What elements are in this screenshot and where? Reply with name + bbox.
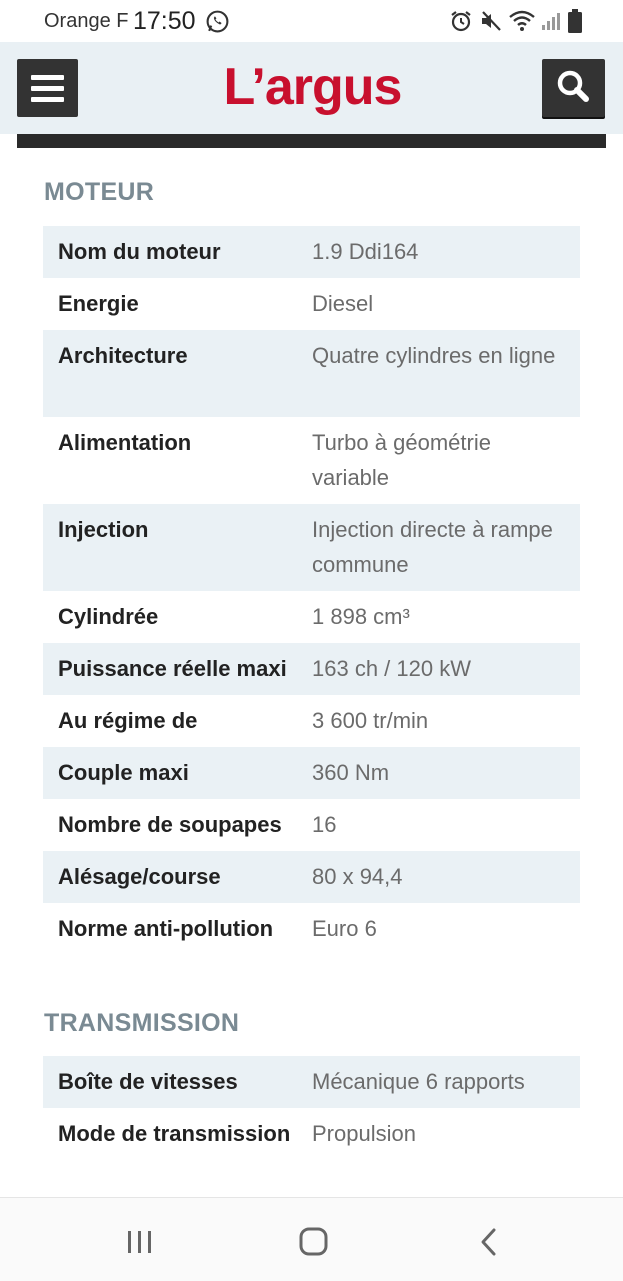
spec-row	[43, 695, 580, 747]
spec-label: Mode de transmission	[58, 1121, 291, 1146]
spec-value: Diesel	[312, 291, 374, 316]
section-title-transmission: TRANSMISSION	[44, 1009, 240, 1037]
back-icon[interactable]	[477, 1227, 501, 1257]
spec-value: 163 ch / 120 kW	[312, 656, 471, 681]
spec-label: Couple maxi	[58, 760, 189, 785]
spec-row	[43, 1056, 580, 1108]
android-nav-bar	[0, 1197, 623, 1281]
spec-value: 1 898 cm³	[312, 604, 410, 629]
menu-button[interactable]	[17, 59, 78, 117]
carrier-name: Orange F	[44, 10, 129, 32]
spec-label: Alésage/course	[58, 864, 221, 889]
spec-row	[43, 903, 580, 955]
recent-apps-icon[interactable]	[125, 1229, 155, 1255]
search-button[interactable]	[542, 59, 605, 117]
spec-label: Norme anti-pollution	[58, 916, 274, 941]
banner-strip	[17, 134, 606, 148]
spec-value: 80 x 94,4	[312, 864, 403, 889]
status-bar	[0, 0, 623, 42]
search-icon	[542, 59, 605, 117]
signal-icon	[541, 11, 563, 31]
wifi-icon	[508, 9, 536, 33]
spec-value: Quatre cylindres en ligne	[312, 343, 556, 368]
alarm-icon	[449, 9, 473, 33]
whatsapp-icon	[205, 9, 230, 34]
section-title-moteur: MOTEUR	[44, 178, 155, 206]
spec-label: Nombre de soupapes	[58, 812, 282, 837]
spec-row	[43, 1108, 580, 1160]
mute-icon	[479, 9, 503, 33]
spec-row	[43, 799, 580, 851]
spec-row	[43, 747, 580, 799]
spec-value: 1.9 Ddi164	[312, 239, 419, 264]
spec-row	[43, 504, 580, 591]
spec-label: Puissance réelle maxi	[58, 656, 287, 681]
spec-label: Nom du moteur	[58, 239, 221, 264]
home-icon[interactable]	[298, 1226, 330, 1258]
status-time: 17:50	[133, 7, 196, 35]
spec-value: 16	[312, 812, 337, 837]
spec-value: 3 600 tr/min	[312, 708, 429, 733]
spec-label: Energie	[58, 291, 139, 316]
spec-row	[43, 851, 580, 903]
spec-label: Injection	[58, 517, 149, 542]
spec-row	[43, 417, 580, 504]
spec-row	[43, 278, 580, 330]
spec-row	[43, 643, 580, 695]
spec-value: Euro 6	[312, 916, 377, 941]
spec-value: Propulsion	[312, 1121, 416, 1146]
largus-logo[interactable]: L’argus	[223, 58, 402, 116]
spec-label: Alimentation	[58, 430, 192, 455]
spec-label: Architecture	[58, 343, 188, 368]
battery-icon	[568, 9, 582, 33]
spec-row	[43, 226, 580, 278]
spec-row	[43, 591, 580, 643]
spec-table-transmission	[43, 1056, 580, 1160]
spec-value: 360 Nm	[312, 760, 390, 785]
spec-value: Injection directe à rampe commune	[312, 517, 553, 577]
spec-table-moteur	[43, 226, 580, 955]
spec-label: Cylindrée	[58, 604, 159, 629]
spec-label: Au régime de	[58, 708, 198, 733]
spec-value: Turbo à géométrie variable	[312, 430, 491, 490]
spec-label: Boîte de vitesses	[58, 1069, 238, 1094]
spec-value: Mécanique 6 rapports	[312, 1069, 525, 1094]
spec-row	[43, 330, 580, 417]
